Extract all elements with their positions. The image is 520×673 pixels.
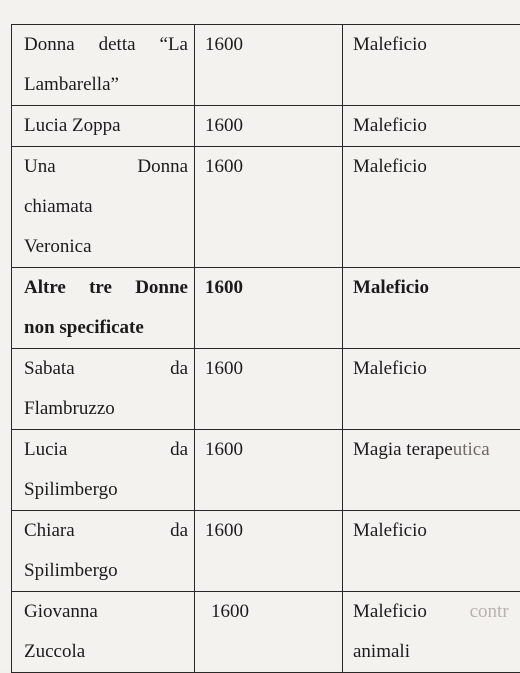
name-cell: [12, 592, 195, 673]
year-cell: 1600: [195, 268, 343, 349]
name-cell: [12, 349, 195, 430]
name-line: Spilimbergo: [24, 551, 188, 591]
records-table: [11, 24, 520, 673]
crime-cell: [343, 592, 520, 673]
name-line: Donna detta “La: [24, 25, 188, 65]
name-line: Chiara da: [24, 511, 188, 551]
crime-tail: contr: [470, 601, 509, 622]
table-row: [12, 430, 520, 511]
name-line: Flambruzzo: [24, 389, 188, 429]
year-cell: 1600: [195, 349, 343, 430]
name-cell: [12, 106, 195, 147]
name-line: non specificate: [24, 308, 188, 348]
name-line: Lucia Zoppa: [24, 106, 188, 146]
year-cell: 1600: [195, 106, 343, 147]
year-cell: 1600: [195, 592, 343, 673]
name-line: Lambarella”: [24, 65, 188, 105]
table-row: [12, 106, 520, 147]
table-row: [12, 25, 520, 106]
crime-cell: Magia terapeutica: [343, 430, 520, 511]
name-line: Altre tre Donne: [24, 268, 188, 308]
name-cell: [12, 268, 195, 349]
table-row: [12, 592, 520, 673]
name-cell: [12, 147, 195, 268]
crime-cell: Maleficio: [343, 268, 520, 349]
crime-line-2: animali: [353, 632, 520, 672]
crime-cell: Maleficio: [343, 25, 520, 106]
name-cell: [12, 511, 195, 592]
name-line: Giovanna: [24, 592, 188, 632]
name-line: Zuccola: [24, 632, 188, 672]
crime-cell: Maleficio: [343, 349, 520, 430]
crime-text: Maleficio: [353, 601, 427, 622]
name-line: Lucia da: [24, 430, 188, 470]
name-cell: [12, 25, 195, 106]
year-cell: 1600: [195, 25, 343, 106]
crime-cell: Maleficio: [343, 511, 520, 592]
name-cell: [12, 430, 195, 511]
year-cell: 1600: [195, 511, 343, 592]
name-line: Una Donna: [24, 147, 188, 187]
table-row: [12, 268, 520, 349]
name-line: Sabata da: [24, 349, 188, 389]
crime-cell: Maleficio: [343, 106, 520, 147]
name-line: chiamata: [24, 187, 188, 227]
year-cell: 1600: [195, 147, 343, 268]
table-row: [12, 349, 520, 430]
year-cell: 1600: [195, 430, 343, 511]
table-row: [12, 147, 520, 268]
name-line: Spilimbergo: [24, 470, 188, 510]
table-row: [12, 511, 520, 592]
crime-cell: Maleficio: [343, 147, 520, 268]
name-line: Veronica: [24, 227, 188, 267]
